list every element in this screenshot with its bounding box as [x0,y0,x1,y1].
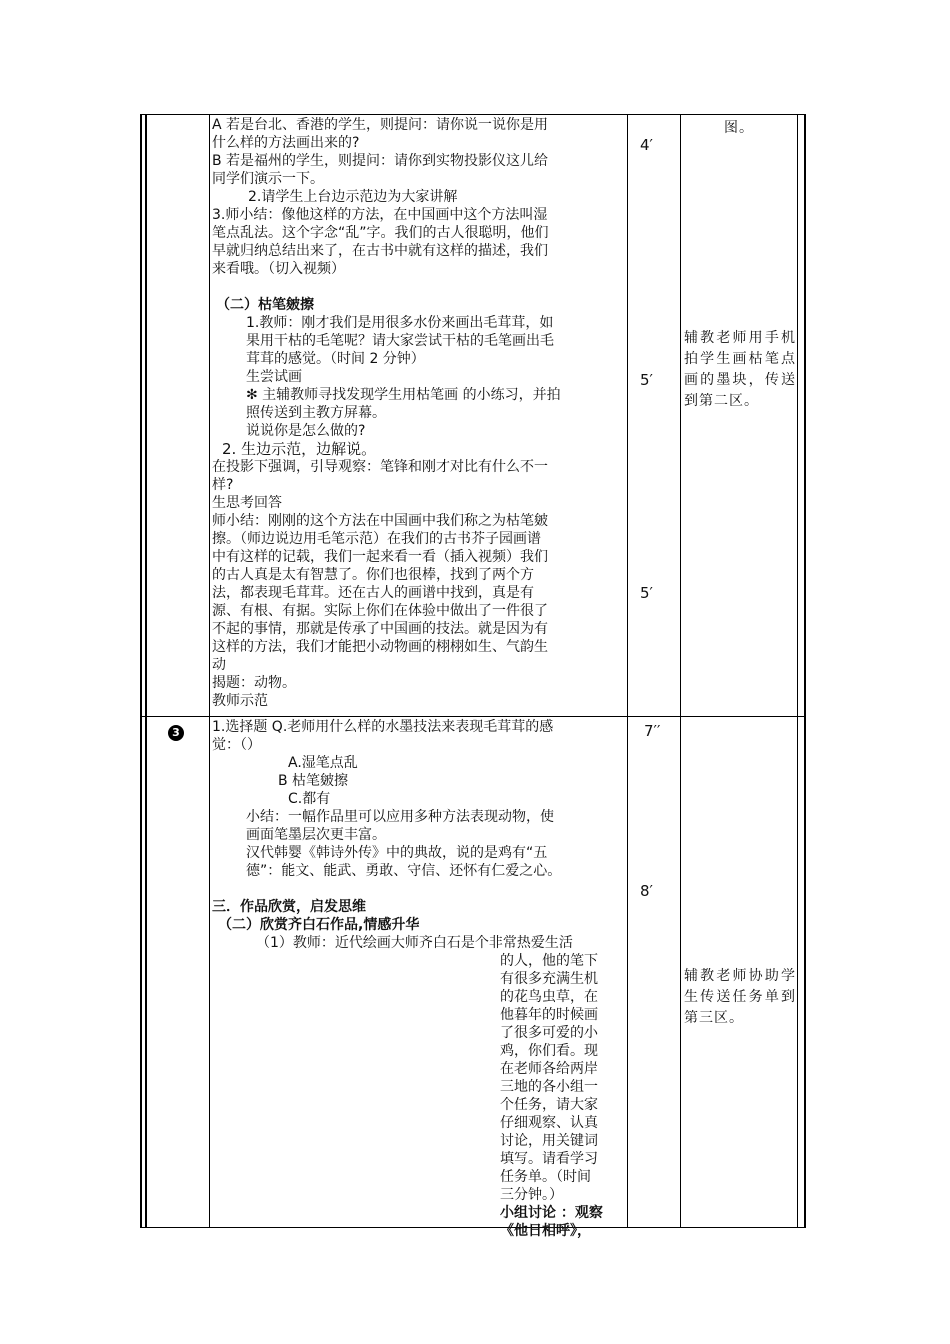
text-line: 2.请学生上台边示范边为大家讲解 [248,189,458,205]
text-line: 样? [212,477,234,493]
text-line: 觉：（） [212,737,261,753]
subheading-qi-baishi: （二）欣赏齐白石作品,情感升华 [218,917,420,933]
text-line: 什么样的方法画出来的? [212,135,360,151]
assistant-note: 辅教老师用手机拍学生画枯笔点画的墨块，传送到第二区。 [684,330,796,409]
narrow-column-text [212,952,626,1240]
text-line: 2. 生边示范，边解说。 [222,440,377,458]
border-left-inner [145,114,147,1228]
border-col-1 [209,114,210,1228]
text-line: 小结：一幅作品里可以应用多种方法表现动物，使 [246,809,554,825]
text-line: 笔点乱法。这个字念“乱”字。我们的古人很聪明，他们 [212,225,549,241]
text-line: （1）教师：近代绘画大师齐白石是个非常热爱生活 [256,935,573,951]
text-line: 画面笔墨层次更丰富。 [246,827,386,843]
text-line: 填写。请看学习 [500,1151,598,1167]
text-line: 来看哦。（切入视频） [212,261,345,277]
text-line: 同学们演示一下。 [212,171,324,187]
section-number-badge: 3 [168,725,184,741]
text-line: A 若是台北、香港的学生，则提问：请你说一说你是用 [212,117,549,133]
text-line: 说说你是怎么做的? [246,423,366,439]
border-row-divider [140,716,806,717]
border-col-3 [680,114,681,1228]
text-line: 的古人真是太有智慧了。你们也很棒，找到了两个方 [212,567,534,583]
text-line: 师小结：刚刚的这个方法在中国画中我们称之为枯笔皴 [212,513,548,529]
text-line: 在老师各给两岸 [500,1061,598,1077]
time-label: 5′ [640,371,653,389]
text-line: 中有这样的记载，我们一起来看一看（插入视频）我们 [212,549,548,565]
assistant-note: 图。 [724,120,754,136]
text-line: 任务单。（时间 [500,1169,591,1185]
text-line: 个任务，请大家 [500,1097,598,1113]
text-line: 3.师小结：像他这样的方法，在中国画中这个方法叫湿 [212,207,548,223]
text-line: 有很多充满生机 [500,971,598,987]
text-line: 在投影下强调，引导观察：笔锋和刚才对比有什么不一 [212,459,548,475]
option-a: A.湿笔点乱 [288,755,358,771]
painting-title: 《他日相呼》， [500,1223,591,1239]
text-line: 鸡，你们看。现 [500,1043,598,1059]
text-line: 法，都表现毛茸茸。还在古人的画谱中找到，真是有 [212,585,534,601]
time-label: 5′ [640,584,653,602]
text-line: 照传送到主教方屏幕。 [246,405,386,421]
section2-content [212,718,626,1240]
time-label: 4′ [640,136,653,154]
text-line: 汉代韩婴《韩诗外传》中的典故，说的是鸡有“五 [246,845,548,861]
text-line: 的人，他的笔下 [500,953,598,969]
text-line: B 若是福州的学生，则提问：请你到实物投影仪这儿给 [212,153,549,169]
text-line: 动 [212,657,226,673]
text-line: 源、有根、有据。实际上你们在体验中做出了一件很了 [212,603,548,619]
border-top [140,114,806,115]
text-line: 茸茸的感觉。（时间 2 分钟） [246,351,425,367]
text-line: 三地的各小组一 [500,1079,598,1095]
text-line: 早就归纳总结出来了，在古书中就有这样的描述，我们 [212,243,548,259]
text-line: 1.选择题 Q.老师用什么样的水墨技法来表现毛茸茸的感 [212,719,554,735]
text-line: 这样的方法，我们才能把小动物画的栩栩如生、气韵生 [212,639,548,655]
assistant-note: 辅教老师协助学生传送任务单到第三区。 [684,968,796,1026]
text-line: 德”：能文、能武、勇敢、守信、还怀有仁爱之心。 [246,863,562,879]
text-line: 三分钟。） [500,1187,563,1203]
option-c: C.都有 [288,791,331,807]
text-line: 讨论，用关键词 [500,1133,598,1149]
option-b: B 枯笔皴擦 [278,773,349,789]
text-line: 教师示范 [212,693,268,709]
heading-appreciation: 三．作品欣赏，启发思维 [212,899,366,915]
subheading-dry-brush: （二）枯笔皴擦 [216,297,314,313]
text-line: 生思考回答 [212,495,282,511]
text-line: 他暮年的时候画 [500,1007,598,1023]
text-line: 仔细观察、认真 [500,1115,598,1131]
time-label: 8′ [640,882,653,900]
text-line: 了很多可爱的小 [500,1025,598,1041]
group-discussion-label: 小组讨论 ：观察 [500,1205,603,1221]
text-line: 生尝试画 [246,369,302,385]
border-left-outer [140,114,142,1228]
text-line: 的花鸟虫草，在 [500,989,598,1005]
text-line: 擦。（师边说边用毛笔示范）在我们的古书芥子园画谱 [212,531,541,547]
section1-content [212,116,626,710]
border-right-outer [804,114,806,1228]
border-col-2 [627,114,628,1228]
text-line: 揭题：动物。 [212,675,296,691]
text-line: 1.教师：刚才我们是用很多水份来画出毛茸茸，如 [246,315,554,331]
text-line: 果用干枯的毛笔呢？请大家尝试干枯的毛笔画出毛 [246,333,554,349]
text-line: ✻ 主辅教师寻找发现学生用枯笔画 的小练习，并拍 [246,387,561,403]
time-label: 7′′ [644,722,661,740]
text-line: 不起的事情，那就是传承了中国画的技法。就是因为有 [212,621,548,637]
border-right-inner [797,114,798,1228]
